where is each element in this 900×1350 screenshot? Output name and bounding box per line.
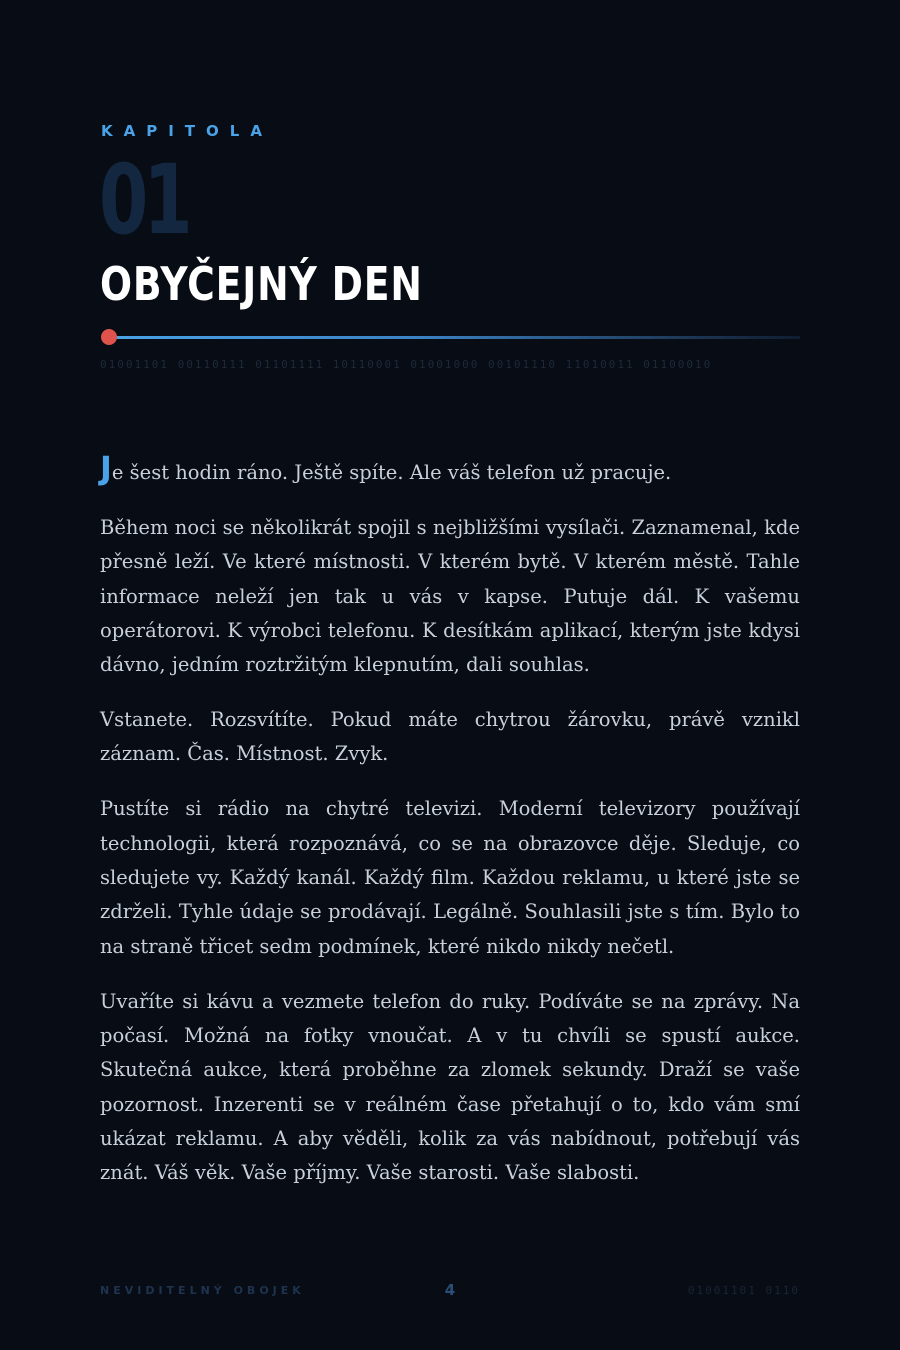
paragraph-3: Vstanete. Rozsvítíte. Pokud máte chytrou žárovku, právě vznikl záznam. Čas. Místnost. Zvyk. bbox=[100, 708, 800, 766]
paragraph-1 bbox=[100, 449, 800, 490]
chapter-title: OBYČEJNÝ DEN bbox=[100, 257, 423, 311]
drop-cap: J bbox=[100, 449, 112, 487]
footer-binary: 01001101 0110 bbox=[687, 1284, 800, 1297]
paragraph-2: Během noci se několikrát spojil s nejbližšími vysílači. Zaznamenal, kde přesně leží. Ve které místnosti. V kterém bytě. V kterém městě. Tahle informace neleží jen tak u vás v kapse. Putuje dál. K vašemu operátorovi. K výrobci telefonu. K desítkám aplikací, kterým jste kdysi dávno, jedním roztržitým klepnutím, dali souhlas. bbox=[100, 515, 800, 677]
footer-book-title: NEVIDITELNÝ OBOJEK bbox=[100, 1284, 305, 1297]
paragraph-1-text: e šest hodin ráno. Ještě spíte. Ale váš telefon už pracuje. bbox=[111, 461, 672, 484]
footer-page-number: 4 bbox=[444, 1281, 456, 1299]
chapter-label: KAPITOLA bbox=[101, 122, 273, 140]
chapter-divider bbox=[100, 329, 800, 345]
paragraph-4: Pustíte si rádio na chytré televizi. Moderní televizory používají technologii, která rozpoznává, co se na obrazovce děje. Sleduje, co sledujete vy. Každý kanál. Každý film. Každou reklamu, u které jste se zdrželi. Tyhle údaje se prodávají. Legálně. Souhlasili jste s tím. Bylo to na straně třicet sedm podmínek, které nikdo nikdy nečetl. bbox=[100, 797, 800, 958]
divider-line bbox=[108, 336, 800, 339]
divider-dot bbox=[101, 329, 117, 345]
binary-decoration: 01001101 00110111 01101111 10110001 01001000 00101110 11010011 01100010 bbox=[100, 358, 713, 371]
chapter-body bbox=[100, 449, 800, 1211]
chapter-number: 01 bbox=[99, 144, 188, 256]
paragraph-5: Uvaříte si kávu a vezmete telefon do ruky. Podíváte se na zprávy. Na počasí. Možná na fotky vnoučat. A v tu chvíli se spustí aukce. Skutečná aukce, která proběhne za zlomek sekundy. Draží se vaše pozornost. Inzerenti se v reálném čase přetahují o to, kdo vám smí ukázat reklamu. A aby věděli, kolik za vás nabídnout, potřebují vás znát. Váš věk. Vaše příjmy. Vaše starosti. Vaše slabosti. bbox=[100, 989, 800, 1185]
